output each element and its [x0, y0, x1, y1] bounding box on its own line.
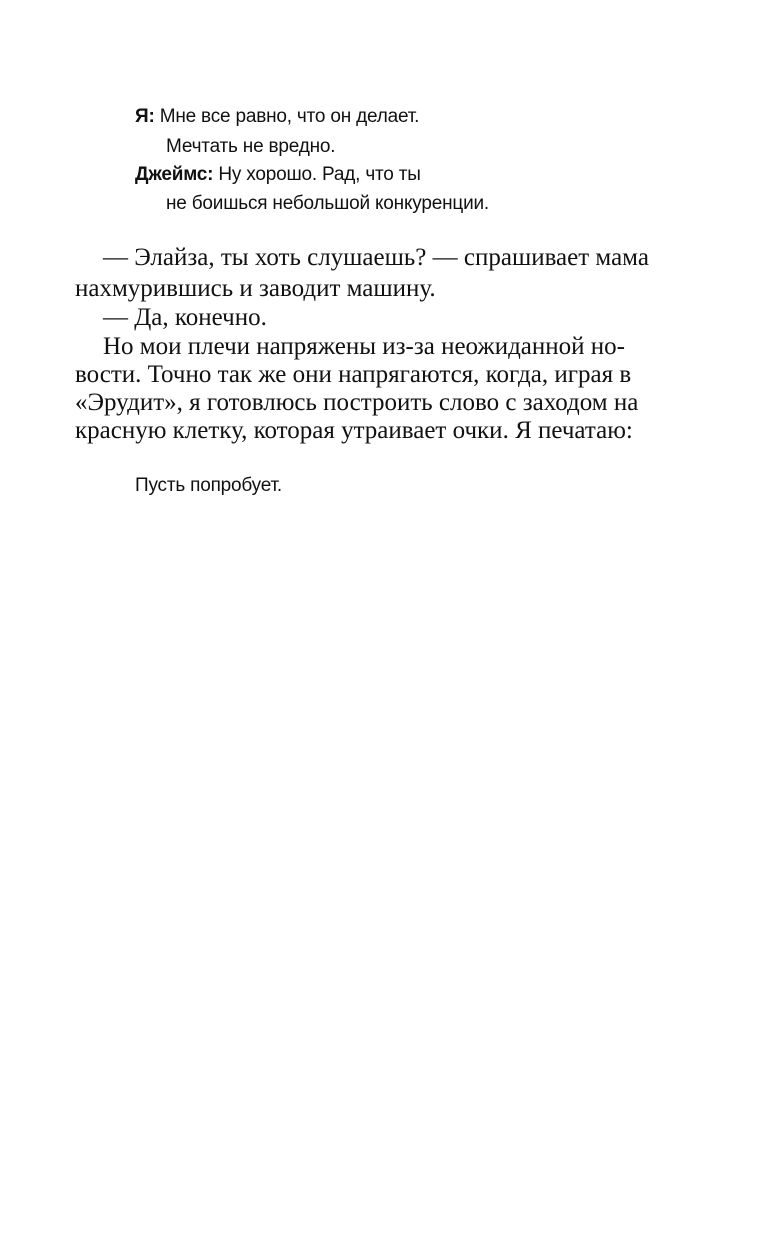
- chat-message: Ну хорошо. Рад, что ты: [218, 164, 421, 185]
- prose-line-4: Но мои плечи напряжены из-за неожиданной но-: [103, 333, 625, 360]
- speaker-label: Джеймс:: [135, 164, 214, 185]
- prose-line-2: нахмурившись и заводит машину.: [75, 275, 436, 302]
- chat-message: Мечтать не вредно.: [166, 136, 336, 157]
- prose-line-7: красную клетку, которая утраивает очки. Я печатаю:: [75, 417, 633, 444]
- chat-line-1: [135, 106, 419, 128]
- prose-line-1: — Элайза, ты хоть слушаешь? — спрашивает мама: [103, 244, 649, 271]
- prose-line-3: — Да, конечно.: [103, 304, 267, 331]
- chat-line-typed: Пусть попробует.: [135, 475, 282, 496]
- chat-message: Мне все равно, что он делает.: [159, 106, 420, 127]
- speaker-label: Я:: [135, 106, 155, 127]
- chat-line-4: [166, 193, 489, 215]
- prose-line-6: «Эрудит», я готовлюсь построить слово с заходом на: [75, 389, 639, 416]
- chat-message: не боишься небольшой конкуренции.: [166, 193, 489, 214]
- chat-line-3: [135, 164, 421, 186]
- prose-line-5: вости. Точно так же они напрягаются, когда, играя в: [75, 361, 632, 388]
- chat-line-2: [166, 136, 335, 158]
